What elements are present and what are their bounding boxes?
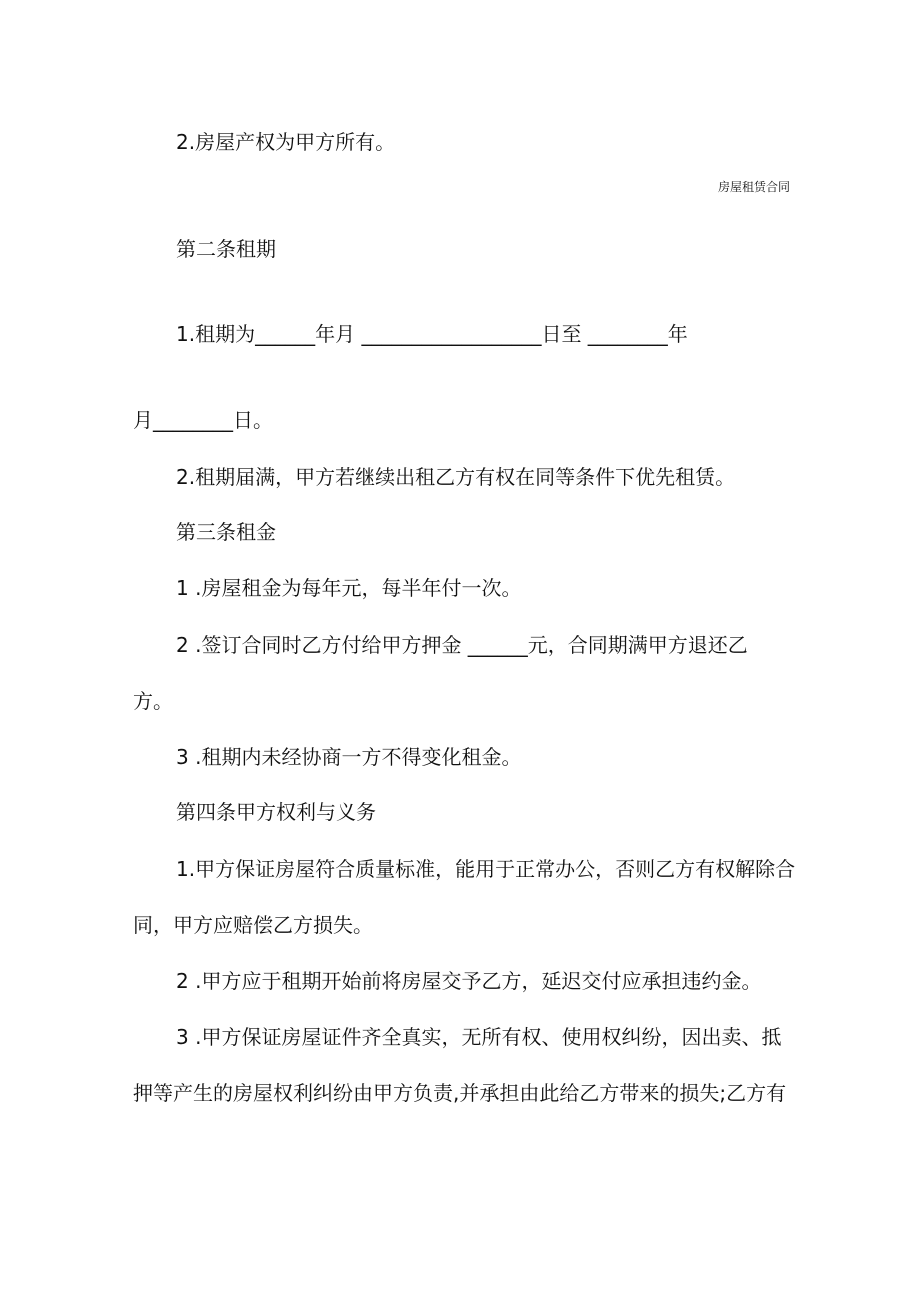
- text-line: 3 .甲方保证房屋证件齐全真实，无所有权、使用权纠纷，因出卖、抵: [176, 1025, 782, 1049]
- text-line: 2.租期届满，甲方若继续出租乙方有权在同等条件下优先租赁。: [176, 465, 736, 489]
- text-line: 押等产生的房屋权利纠纷由甲方负责,并承担由此给乙方带来的损失;乙方有: [133, 1081, 787, 1105]
- section-heading: 第四条甲方权利与义务: [176, 800, 376, 824]
- header-note: 房屋租赁合同: [718, 180, 791, 194]
- text-line: 3 .租期内未经协商一方不得变化租金。: [176, 745, 522, 769]
- text-line: 月________日。: [133, 408, 273, 432]
- section-heading: 第二条租期: [176, 237, 276, 261]
- text-line: 方。: [133, 689, 173, 713]
- text-line: 1.租期为______年月 __________________日至 ________年: [176, 322, 688, 346]
- text-line: 1 .房屋租金为每年元，每半年付一次。: [176, 576, 522, 600]
- text-line: 1.甲方保证房屋符合质量标准，能用于正常办公，否则乙方有权解除合: [176, 857, 796, 881]
- text-line: 2 .甲方应于租期开始前将房屋交予乙方，延迟交付应承担违约金。: [176, 969, 762, 993]
- text-line: 2.房屋产权为甲方所有。: [176, 130, 396, 154]
- section-heading: 第三条租金: [176, 520, 276, 544]
- text-line: 2 .签订合同时乙方付给甲方押金 ______元，合同期满甲方退还乙: [176, 633, 748, 657]
- text-line: 同，甲方应赔偿乙方损失。: [133, 913, 373, 937]
